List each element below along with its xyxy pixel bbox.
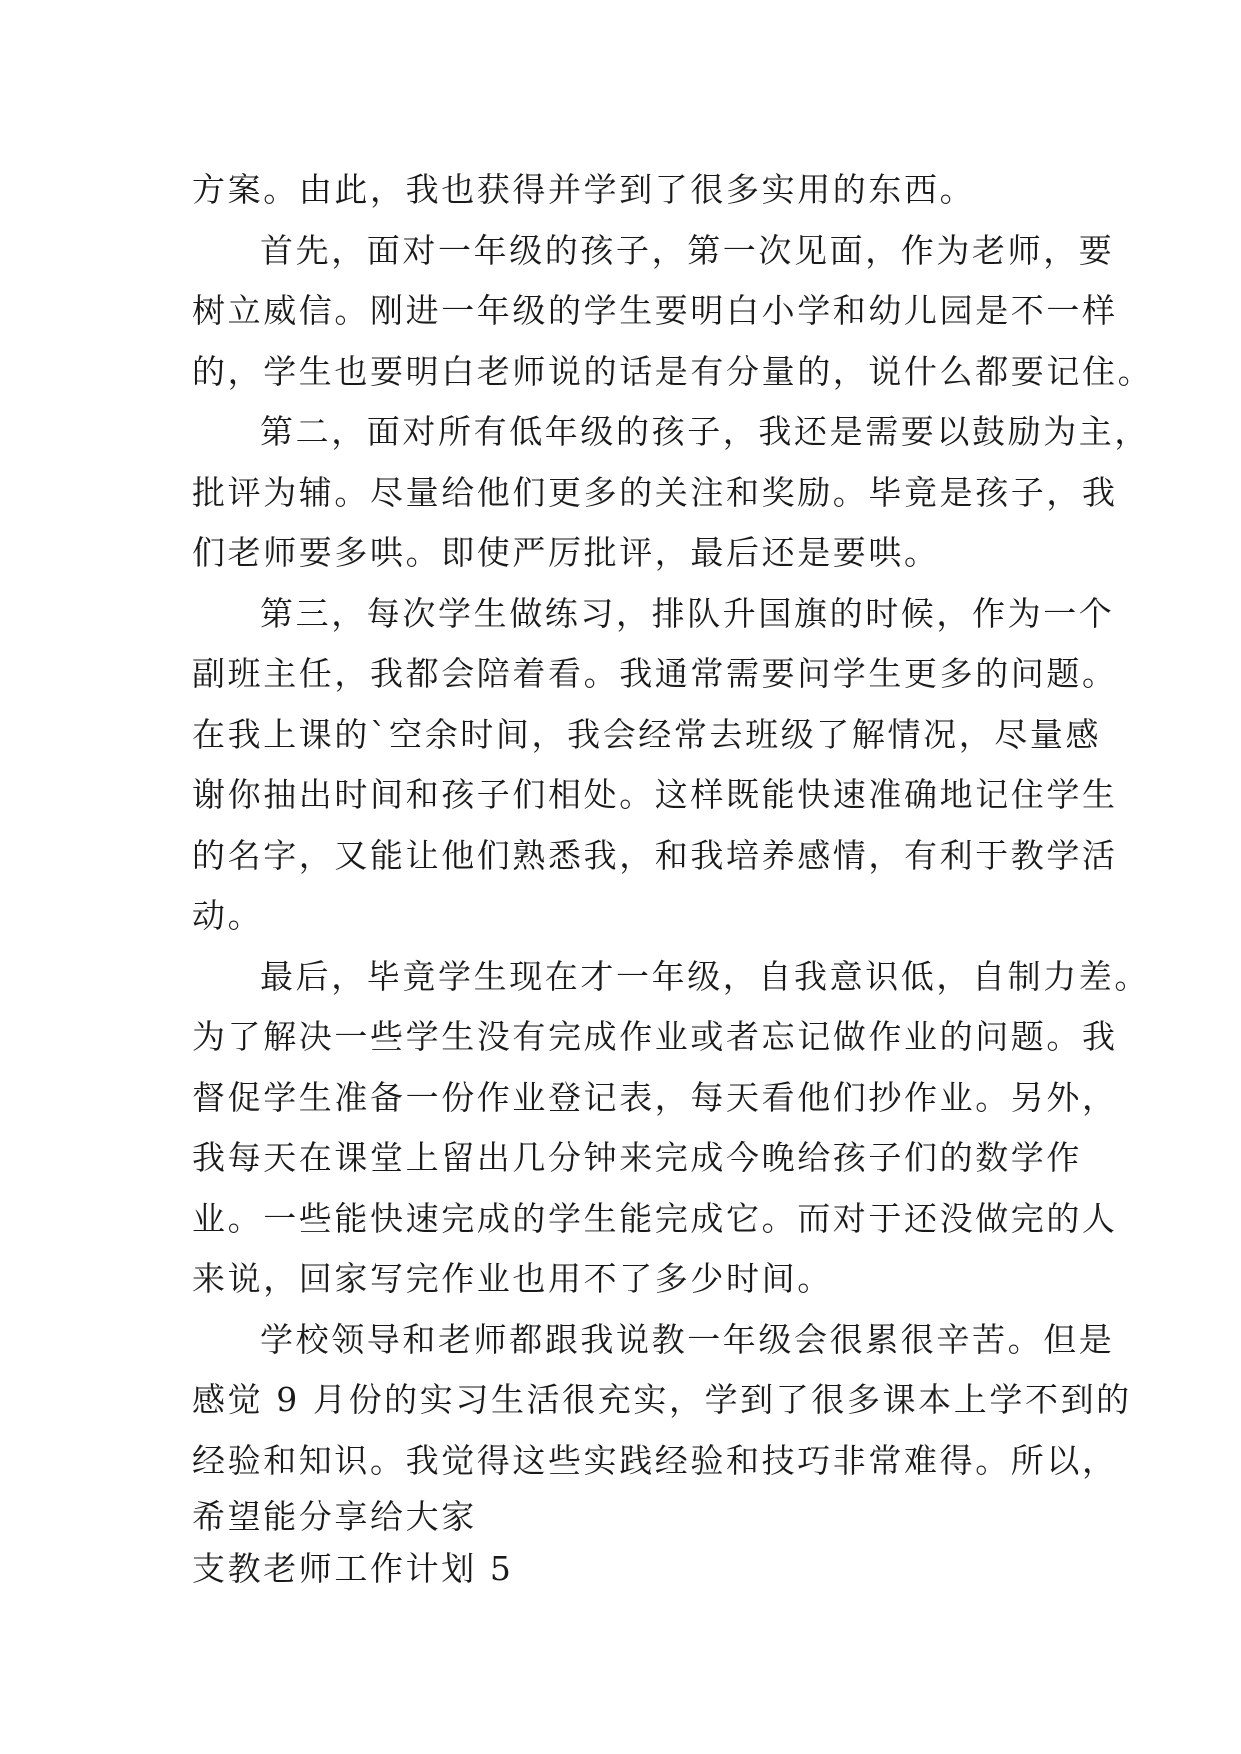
text-line: 的，学生也要明白老师说的话是有分量的，说什么都要记住。 xyxy=(192,351,1154,391)
paragraph-first-line: 第三，每次学生做练习，排队升国旗的时候，作为一个 xyxy=(260,593,1115,633)
text-line: 感觉 9 月份的实习生活很充实，学到了很多课本上学不到的 xyxy=(192,1380,1132,1419)
text-line: 督促学生准备一份作业登记表，每天看他们抄作业。另外， xyxy=(192,1077,1118,1117)
text-line: 的名字，又能让他们熟悉我，和我培养感情，有利于教学活 xyxy=(192,835,1118,875)
text-line: 批评为辅。尽量给他们更多的关注和奖励。毕竟是孩子，我 xyxy=(192,472,1118,512)
text-line: 我每天在课堂上留出几分钟来完成今晚给孩子们的数学作 xyxy=(192,1138,1082,1177)
text-line: 谢你抽出时间和孩子们相处。这样既能快速准确地记住学生 xyxy=(192,775,1118,814)
text-line: 树立威信。刚进一年级的学生要明白小学和幼儿园是不一样 xyxy=(192,291,1118,330)
text-line: 方案。由此，我也获得并学到了很多实用的东西。 xyxy=(192,170,976,209)
text-line: 经验和知识。我觉得这些实践经验和技巧非常难得。所以， xyxy=(192,1440,1118,1480)
text-line: 业。一些能快速完成的学生能完成它。而对于还没做完的人 xyxy=(192,1198,1118,1238)
section-heading: 支教老师工作计划 5 xyxy=(192,1549,514,1588)
text-line: 来说，回家写完作业也用不了多少时间。 xyxy=(192,1259,833,1298)
paragraph-first-line: 第二，面对所有低年级的孩子，我还是需要以鼓励为主， xyxy=(260,412,1150,451)
text-line: 副班主任，我都会陪着看。我通常需要问学生更多的问题。 xyxy=(192,654,1118,693)
paragraph-first-line: 学校领导和老师都跟我说教一年级会很累很辛苦。但是 xyxy=(260,1319,1115,1359)
text-line: 在我上课的`空余时间，我会经常去班级了解情况，尽量感 xyxy=(192,714,1102,754)
text-line: 希望能分享给大家 xyxy=(192,1497,477,1536)
text-line: 为了解决一些学生没有完成作业或者忘记做作业的问题。我 xyxy=(192,1017,1118,1056)
text-line: 们老师要多哄。即使严厉批评，最后还是要哄。 xyxy=(192,533,940,572)
paragraph-first-line: 首先，面对一年级的孩子，第一次见面，作为老师，要 xyxy=(260,230,1115,270)
paragraph-first-line: 最后，毕竟学生现在才一年级，自我意识低，自制力差。 xyxy=(260,956,1150,996)
document-body xyxy=(192,160,1154,1595)
text-line: 动。 xyxy=(192,896,264,935)
